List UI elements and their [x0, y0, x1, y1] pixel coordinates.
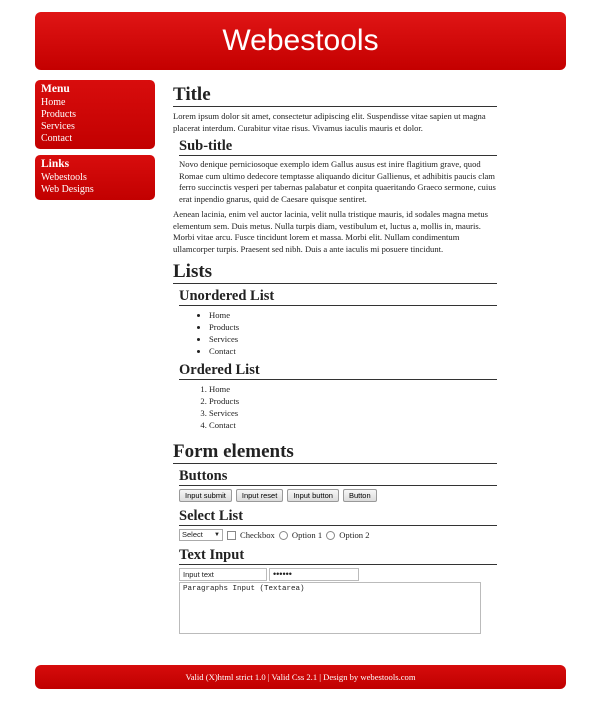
- button-row: [179, 489, 497, 502]
- links-title: Links: [41, 158, 70, 170]
- site-title: Webestools: [222, 24, 379, 57]
- footer-text: Valid (X)html strict 1.0 | Valid Css 2.1 | Design by webestools.com: [185, 672, 416, 682]
- input-reset-button[interactable]: Input reset: [236, 489, 283, 502]
- checkbox-label: Checkbox: [240, 530, 275, 540]
- page-title: Title: [173, 84, 497, 107]
- site-header: [35, 12, 566, 70]
- select-list-heading: Select List: [179, 508, 497, 526]
- list-item: 3. Services: [209, 407, 497, 419]
- checkbox[interactable]: [227, 531, 236, 540]
- radio-option-1-label: Option 1: [291, 530, 323, 540]
- main-content: [173, 84, 497, 634]
- links-box: [35, 155, 155, 200]
- menu-link-products[interactable]: Products: [41, 109, 76, 120]
- list-item: • Home: [209, 309, 497, 321]
- textarea[interactable]: Paragraphs Input (Textarea): [179, 582, 481, 634]
- menu-box: [35, 80, 155, 149]
- site-footer: [35, 665, 566, 689]
- menu-link-home[interactable]: Home: [41, 97, 66, 108]
- links-link-webestools[interactable]: Webestools: [41, 172, 87, 183]
- button[interactable]: Button: [343, 489, 377, 502]
- unordered-list-heading: Unordered List: [179, 288, 497, 306]
- select-row: [179, 529, 497, 541]
- unordered-list: [173, 309, 497, 357]
- list-item: 4. Contact: [209, 419, 497, 431]
- chevron-down-icon: ▼: [214, 532, 220, 538]
- select-dropdown[interactable]: [179, 529, 223, 541]
- menu-link-services[interactable]: Services: [41, 121, 75, 132]
- input-button[interactable]: Input button: [287, 489, 339, 502]
- ordered-list: [173, 383, 497, 431]
- links-link-web-designs[interactable]: Web Designs: [41, 184, 94, 195]
- list-item: • Services: [209, 333, 497, 345]
- buttons-heading: Buttons: [179, 468, 497, 486]
- list-item: • Contact: [209, 345, 497, 357]
- subtitle-paragraph: Novo denique perniciosoque exemplo idem Gallus ausus est inire flagitium grave, quod Romae cum ultimo dedecore temptasse aliquando dicitur Gallienus, et adhibitis paucis clam ferro succinctis vesperi per tabernas palabatur et conpita quaeritando Graeco sermone, cuius erat inpendio gnarus, quid de Caesare quisque sentiret.: [179, 159, 496, 204]
- menu-link-contact[interactable]: Contact: [41, 133, 73, 144]
- radio-option-1[interactable]: [279, 531, 288, 540]
- lists-heading: Lists: [173, 261, 497, 284]
- radio-option-2[interactable]: [326, 531, 335, 540]
- second-paragraph: Aenean lacinia, enim vel auctor lacinia, velit nulla tristique mauris, id sodales magna metus elementum sem. Duis metus. Nulla turpis diam, vestibulum et, luctus a, mollis in, mauris. Morbi vitae arcu. Fusce tincidunt lorem et massa. Morbi elit. Nullam condimentum ullamcorper turpis. Praesent sed nibh. Duis a ante iaculis mi posuere tincidunt.: [173, 209, 489, 254]
- select-value: Select: [182, 530, 203, 539]
- password-input[interactable]: ••••••: [269, 568, 359, 581]
- list-item: 1. Home: [209, 383, 497, 395]
- radio-option-2-label: Option 2: [339, 530, 370, 540]
- menu-title: Menu: [41, 83, 70, 95]
- list-item: • Products: [209, 321, 497, 333]
- form-elements-heading: Form elements: [173, 441, 497, 464]
- sidebar: [35, 80, 155, 206]
- intro-paragraph: Lorem ipsum dolor sit amet, consectetur adipiscing elit. Suspendisse vitae sapien ut magna placerat interdum. Curabitur vitae risus. Vivamus iaculis mauris et dolor.: [173, 111, 486, 133]
- text-input-heading: Text Input: [179, 547, 497, 565]
- ordered-list-heading: Ordered List: [179, 362, 497, 380]
- list-item: 2. Products: [209, 395, 497, 407]
- text-inputs: [179, 568, 497, 634]
- input-submit-button[interactable]: Input submit: [179, 489, 232, 502]
- text-input[interactable]: Input text: [179, 568, 267, 581]
- subtitle-heading: Sub-title: [179, 138, 497, 156]
